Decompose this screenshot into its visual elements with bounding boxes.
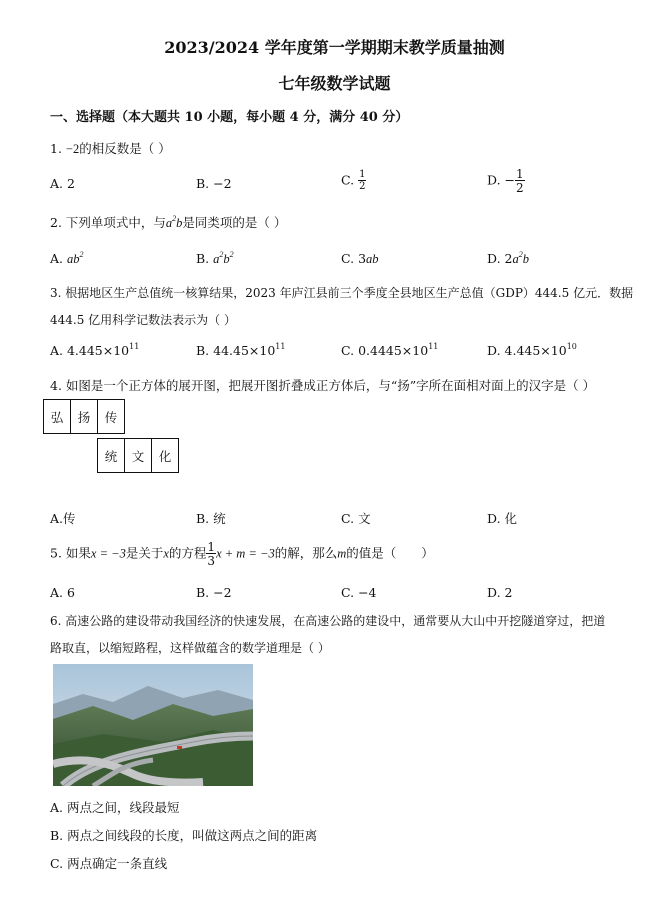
q6-option-c[interactable]: C. 两点确定一条直线 (50, 856, 168, 871)
q2-b-a: a (213, 252, 220, 266)
question-5-stem (50, 541, 434, 567)
q1-option-b[interactable]: B. −2 (196, 176, 232, 191)
exam-subtitle: 七年级数学试题 (278, 74, 391, 93)
question-6-line-1: 6. 高速公路的建设带动我国经济的快速发展，在高速公路的建设中，通常要从大山中开挖隧道穿过，把道 (50, 614, 606, 628)
q3-c-text: C. 0.4445×10 (341, 343, 429, 358)
q6-option-b[interactable]: B. 两点之间线段的长度，叫做这两点之间的距离 (50, 828, 318, 843)
q2-d-term (513, 252, 530, 266)
q3-option-b[interactable] (196, 343, 285, 358)
q3-b-exp: 11 (275, 342, 286, 351)
q1-d-label: D. − (487, 172, 515, 188)
q3-a-exp: 11 (129, 342, 140, 351)
q1-d-numerator: 1 (516, 167, 524, 181)
q5-mid3: 的解，那么 (274, 545, 338, 561)
q5-stem-tail: 的值是（ ） (346, 545, 434, 561)
section-heading: 一、选择题（本大题共 10 小题，每小题 4 分，满分 40 分） (50, 110, 409, 125)
net-cell-hua: 化 (151, 438, 179, 473)
q2-c-coef: 3 (358, 251, 367, 266)
q2-term-b: b (176, 216, 183, 230)
net-cell-yang: 扬 (70, 399, 98, 434)
q2-option-c[interactable] (341, 251, 379, 267)
q5-option-b[interactable]: B. −2 (196, 585, 232, 600)
question-4-stem: 4. 如图是一个正方体的展开图，把展开图折叠成正方体后，与“扬”字所在面相对面上的汉字是（ ） (50, 378, 596, 393)
q3-c-exp: 11 (428, 342, 439, 351)
q1-number: 1. (50, 141, 62, 156)
q2-option-b[interactable] (196, 251, 234, 267)
q2-d-b: b (522, 252, 529, 266)
q2-term (166, 216, 183, 230)
q4-option-b[interactable]: B. 统 (196, 511, 226, 526)
q5-frac-den: 3 (207, 554, 216, 568)
q2-b-a-exp: 2 (219, 250, 224, 259)
q2-d-label: D. (487, 251, 501, 266)
q5-option-d[interactable]: D. 2 (487, 585, 513, 600)
q2-c-term: ab (366, 252, 379, 266)
highway-photo (53, 664, 253, 786)
net-cell-hong: 弘 (43, 399, 71, 434)
q5-option-a[interactable]: A. 6 (50, 585, 75, 600)
q2-d-a-exp: 2 (518, 250, 523, 259)
net-cell-chuan: 传 (97, 399, 125, 434)
q4-option-a[interactable]: A.传 (50, 511, 76, 526)
q5-eq2: x + m = −3 (216, 546, 275, 561)
exam-title: 2023/2024 学年度第一学期期末教学质量抽测 (164, 38, 505, 57)
q3-option-a[interactable] (50, 343, 139, 358)
q3-d-text: D. 4.445×10 (487, 343, 567, 358)
q5-mid1: 是关于 (125, 545, 164, 561)
q2-term-exp: 2 (172, 214, 177, 223)
net-cell-tong: 统 (97, 438, 125, 473)
q3-b-text: B. 44.45×10 (196, 343, 276, 358)
q2-b-b: b (223, 252, 230, 266)
q1-d-fraction (515, 168, 525, 194)
q5-frac-num: 1 (207, 540, 216, 554)
q1-c-numerator: 1 (359, 169, 366, 180)
q2-stem-tail: 是同类项的是（ ） (182, 215, 287, 230)
q1-option-c[interactable] (341, 170, 366, 192)
q2-c-label: C. (341, 251, 355, 266)
q2-option-d[interactable] (487, 251, 529, 267)
q2-b-label: B. (196, 251, 210, 266)
q2-a-term (67, 252, 84, 266)
question-1-stem (50, 139, 171, 157)
question-3-line-2: 444.5 亿用科学记数法表示为（ ） (50, 313, 236, 327)
q1-d-denominator: 2 (516, 181, 524, 195)
q2-d-coef: 2 (504, 251, 513, 266)
q3-d-exp: 10 (566, 342, 577, 351)
question-6-line-2: 路取直，以缩短路程，这样做蕴含的数学道理是（ ） (50, 641, 330, 655)
q3-a-text: A. 4.445×10 (50, 343, 130, 358)
q2-b-term (213, 252, 234, 266)
q1-option-a[interactable]: A. 2 (50, 176, 75, 191)
q5-fraction (206, 541, 216, 567)
question-2-stem (50, 213, 286, 231)
q1-value: −2 (65, 142, 80, 156)
q1-option-d[interactable] (487, 168, 525, 194)
q4-option-d[interactable]: D. 化 (487, 511, 518, 526)
q1-stem-tail: 的相反数是（ ） (79, 141, 171, 156)
q3-option-d[interactable] (487, 343, 577, 358)
q1-c-label: C. (341, 172, 355, 188)
q1-c-denominator: 2 (359, 181, 366, 192)
q5-var-x: x (163, 546, 169, 561)
q2-d-a: a (512, 252, 519, 266)
q2-option-a[interactable] (50, 251, 84, 267)
question-3-line-1: 3. 根据地区生产总值统一核算结果，2023 年庐江县前三个季度全县地区生产总值（GDP）444.5 亿元．数据 (50, 286, 634, 300)
q5-option-c[interactable]: C. −4 (341, 585, 377, 600)
q5-mid2: 的方程 (168, 545, 207, 561)
q2-b-b-exp: 2 (229, 250, 234, 259)
q2-a-label: A. (50, 251, 64, 266)
q3-option-c[interactable] (341, 343, 438, 358)
q6-option-a[interactable]: A. 两点之间，线段最短 (50, 800, 180, 815)
q2-a-exp: 2 (79, 250, 84, 259)
q2-stem-head: 2. 下列单项式中，与 (50, 215, 166, 230)
q2-term-a: a (165, 216, 173, 230)
q1-c-fraction (358, 170, 366, 192)
q2-a-base: ab (67, 252, 80, 266)
q5-eq1: x = −3 (90, 546, 126, 561)
q5-stem-head: 5. 如果 (50, 545, 91, 561)
net-cell-wen: 文 (124, 438, 152, 473)
q4-option-c[interactable]: C. 文 (341, 511, 371, 526)
q5-var-m: m (337, 546, 347, 561)
